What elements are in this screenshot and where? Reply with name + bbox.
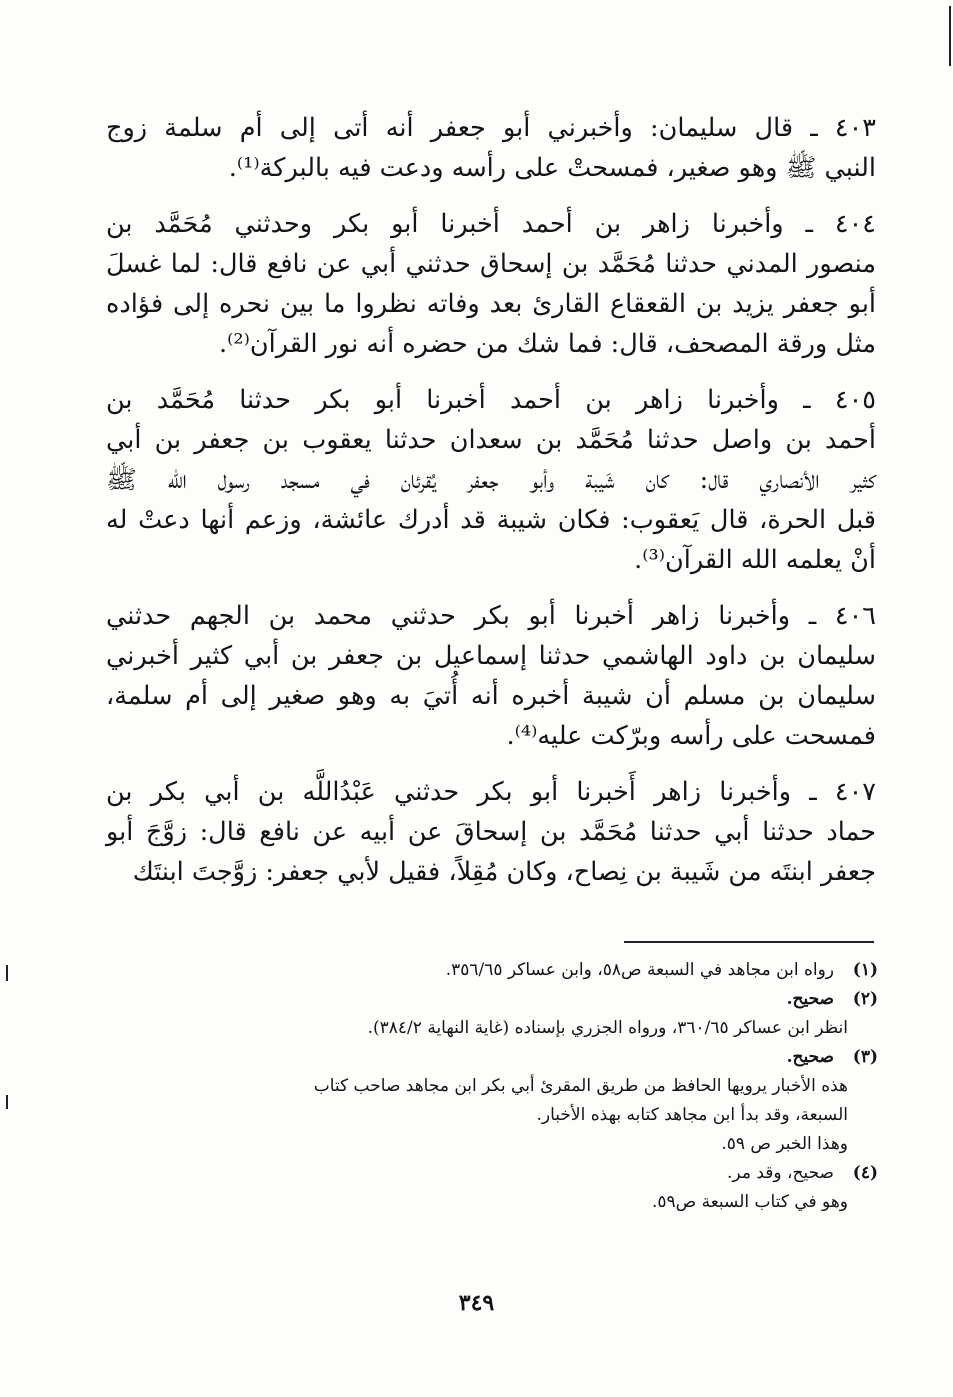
footnote-line: صحيح. bbox=[786, 989, 834, 1009]
footnote-number: (٢) bbox=[852, 989, 878, 1009]
footnote bbox=[130, 1043, 878, 1159]
hadith-entry bbox=[106, 204, 876, 364]
footnote bbox=[130, 956, 878, 985]
footnote bbox=[130, 1159, 878, 1217]
text-line: ٤٠٥ ـ وأخبرنا زاهر بن أحمد أخبرنا أبو بكر حدثنا مُحَمَّد بن bbox=[106, 385, 876, 415]
footnote-line: صحيح. bbox=[786, 1047, 834, 1067]
text-line: منصور المدني حدثنا مُحَمَّد بن إسحاق حدثني أبي عن نافع قال: لما غسلَ bbox=[106, 249, 876, 279]
page-number: ٣٤٩ bbox=[458, 1290, 495, 1316]
hadith-entry bbox=[106, 380, 876, 580]
text-line: سليمان بن مسلم أن شيبة أخبره أنه أُتيَ به وهو صغير إلى أم سلمة، bbox=[106, 681, 876, 711]
hadith-entry bbox=[106, 772, 876, 892]
text-line: فمسحت على رأسه وبرّكت عليه⁽⁴⁾. bbox=[506, 721, 876, 751]
footnote-line: وهو في كتاب السبعة ص٥٩. bbox=[651, 1192, 848, 1212]
scan-edge-mark bbox=[6, 1095, 8, 1109]
footnote-number: (٣) bbox=[852, 1047, 878, 1067]
text-line: ٤٠٦ ـ وأخبرنا زاهر أخبرنا أبو بكر حدثني محمد بن الجهم حدثني bbox=[106, 601, 876, 631]
text-line: ٤٠٣ ـ قال سليمان: وأخبرني أبو جعفر أنه أتى إلى أم سلمة زوج bbox=[106, 113, 876, 143]
footnote-line: وهذا الخبر ص ٥٩. bbox=[721, 1134, 848, 1154]
text-line: قبل الحرة، قال يَعقوب: فكان شيبة قد أدرك عائشة، وزعم أنها دعتْ له bbox=[106, 505, 876, 535]
hadith-entry bbox=[106, 596, 876, 756]
footnote-number: (١) bbox=[852, 960, 878, 980]
text-line: أنْ يعلمه الله القرآن⁽³⁾. bbox=[634, 545, 876, 575]
footnote-line: رواه ابن مجاهد في السبعة ص٥٨، وابن عساكر ٣٥٦/٦٥. bbox=[445, 960, 834, 980]
text-line: سليمان بن داود الهاشمي حدثنا إسماعيل بن جعفر بن أبي كثير أخبرني bbox=[106, 641, 876, 671]
text-line: النبي ﷺ وهو صغير، فمسحتْ على رأسه ودعت فيه بالبركة⁽¹⁾. bbox=[228, 153, 876, 183]
footnote-line: هذه الأخبار يرويها الحافظ من طريق المقرئ أبي بكر ابن مجاهد صاحب كتاب bbox=[313, 1076, 848, 1096]
footnote-line: صحيح، وقد مر. bbox=[727, 1163, 834, 1183]
text-line: جعفر ابنتَه من شَيبة بن نِصاح، وكان مُقِلاً، فقيل لأبي جعفر: زوَّجتَ ابنتَك bbox=[132, 857, 876, 887]
footnote-line: انظر ابن عساكر ٣٦٠/٦٥، ورواه الجزري بإسناده (غاية النهاية ٣٨٤/٢). bbox=[367, 1018, 848, 1038]
text-line: ٤٠٧ ـ وأخبرنا زاهر أَخبرنا أبو بكر حدثني عَبْدُاللَّه بن أبي بكر بن bbox=[106, 777, 876, 807]
footnote-line: السبعة، وقد بدأ ابن مجاهد كتابه بهذه الأخبار. bbox=[536, 1105, 848, 1125]
hadith-entry bbox=[106, 108, 876, 188]
footnotes bbox=[130, 956, 878, 1217]
scan-edge-mark bbox=[949, 6, 951, 66]
footnote bbox=[130, 985, 878, 1043]
footnote-number: (٤) bbox=[852, 1163, 878, 1183]
text-line: أبو جعفر يزيد بن القعقاع القارئ بعد وفاته نظروا ما بين نحره إلى فؤاده bbox=[106, 289, 876, 319]
text-line: كثير الأنصاري قال: كان شَيبة وأبو جعفر يُقرئان في مسجد رسول الله ﷺ bbox=[106, 465, 876, 495]
footnote-separator bbox=[624, 941, 874, 943]
text-line: مثل ورقة المصحف، قال: فما شك من حضره أنه نور القرآن⁽²⁾. bbox=[219, 329, 876, 359]
text-line: حماد حدثنا أبي حدثنا مُحَمَّد بن إسحاقَ عن أبيه عن نافع قال: زوَّجَ أبو bbox=[106, 817, 876, 847]
text-line: أحمد بن واصل حدثنا مُحَمَّد بن سعدان حدثنا يعقوب بن جعفر بن أبي bbox=[106, 425, 876, 455]
scan-edge-mark bbox=[6, 965, 8, 981]
main-text bbox=[106, 108, 876, 908]
text-line: ٤٠٤ ـ وأخبرنا زاهر بن أحمد أخبرنا أبو بكر وحدثني مُحَمَّد بن bbox=[106, 209, 876, 239]
